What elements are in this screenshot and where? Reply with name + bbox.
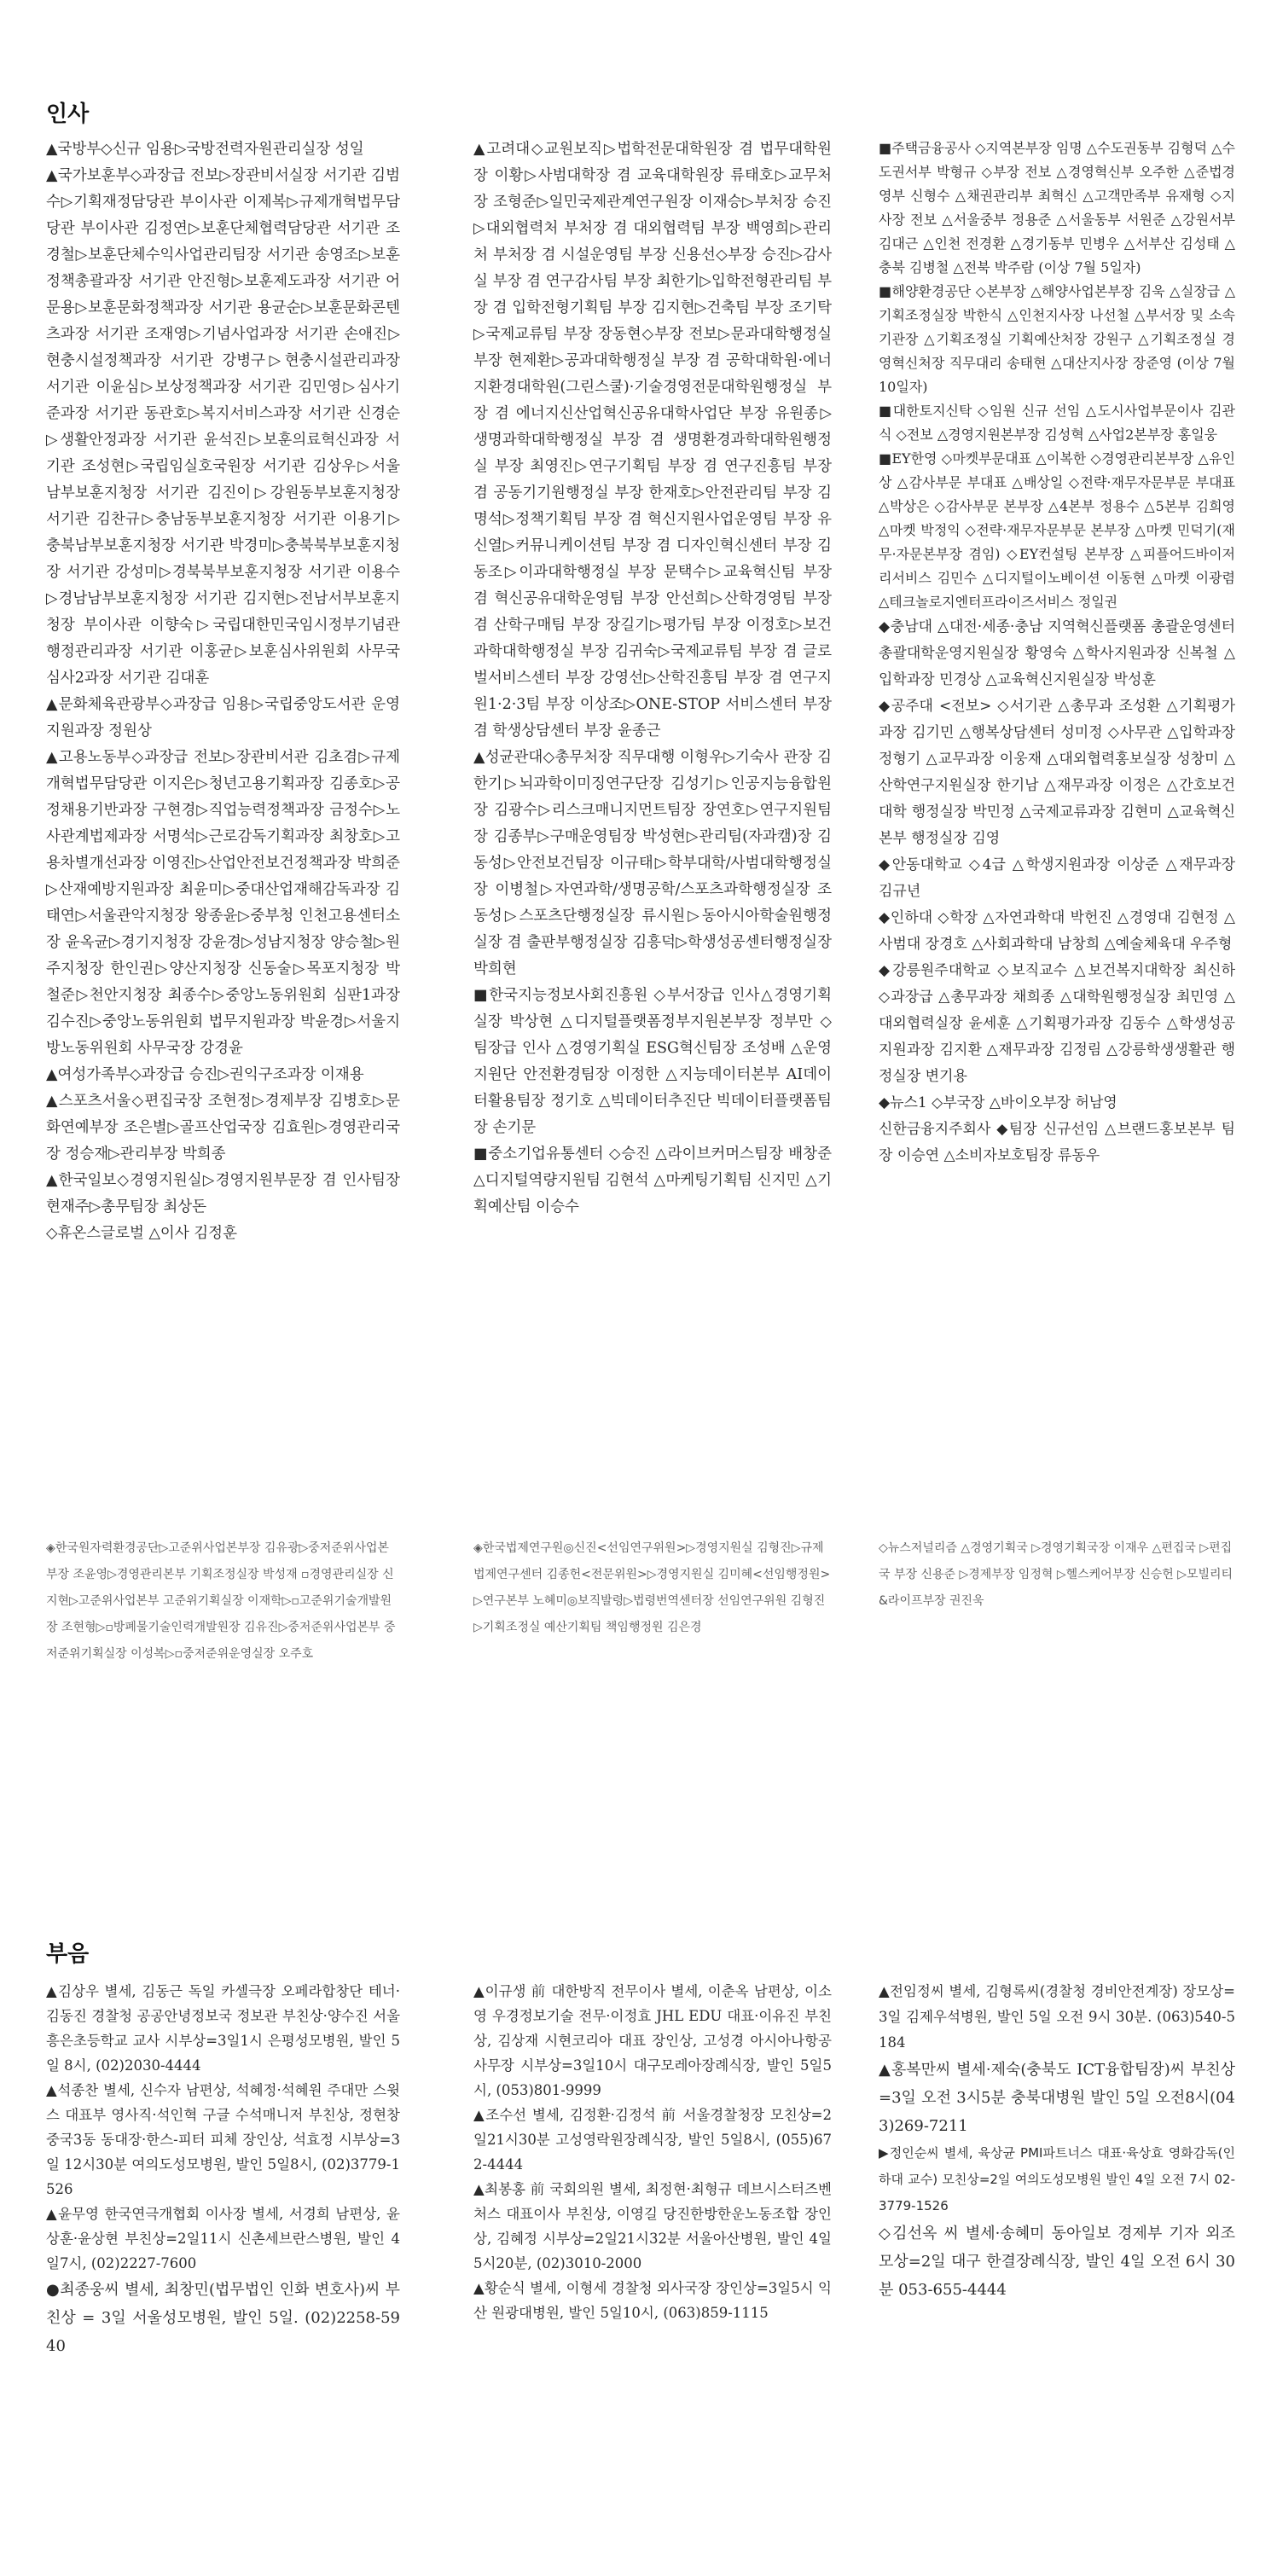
personnel-column-3: [879, 136, 1235, 1169]
personnel-entry: ◆인하대 ◇학장 △자연과학대 박헌진 △경영대 김현정 △사범대 장경호 △사회과학대 남창희 △예술체육대 우주형: [879, 909, 1235, 953]
obituary-entry: ▲최봉홍 前 국회의원 별세, 최정현·최형규 데브시스터즈벤처스 대표이사 부친상, 이영길 당진한방한운노동조합 장인상, 김혜정 시부상=2일21시32분 서울아산병원, 발인 4일5시20분, (02)3010-2000: [473, 2181, 832, 2271]
personnel-entry: 신한금융지주회사 ◆팀장 신규선임 △브랜드홍보본부 팀장 이승연 △소비자보호팀장 류동우: [879, 1121, 1235, 1164]
obituary-entry: ▶정인순씨 별세, 육상균 PMI파트너스 대표·육상효 영화감독(인하대 교수) 모친상=2일 여의도성모병원 발인 4일 오전 7시 02-3779-1526: [879, 2145, 1235, 2213]
personnel-entry: ▲국방부◇신규 임용▷국방전력자원관리실장 성일: [46, 141, 364, 158]
obituary-entry: ◇김선옥 씨 별세·송혜미 동아일보 경제부 기자 외조모상=2일 대구 한결장례식장, 발인 4일 오전 6시 30분 053-655-4444: [879, 2225, 1235, 2299]
personnel-entry: ■중소기업유통센터 ◇승진 △라이브커머스팀장 배창준 △디지털역량지원팀 김현석 △마케팅기획팀 신지민 △기획예산팀 이승수: [473, 1146, 832, 1215]
obituary-column-1: [46, 1979, 400, 2360]
personnel-entry: ◆공주대 <전보> ◇서기관 △총무과 조성환 △기획평가과장 김기민 △행복상담센터 성미정 ◇사무관 △입학과장 정형기 △교무과장 이웅재 △대외협력홍보실장 성창미 △산학연구지원실장 한기남 △재무과장 이정은 △간호보건대학 행정실장 박민정 △국제교류과장 김현미 △교육혁신본부 행정실장 김영: [879, 698, 1235, 847]
personnel-entry: ◆뉴스1 ◇부국장 △바이오부장 허남영: [879, 1094, 1117, 1111]
obituary-entry: ▲조수선 별세, 김정환·김정석 前 서울경찰청장 모친상=2일21시30분 고성영락원장례식장, 발인 5일8시, (055)672-4444: [473, 2107, 832, 2173]
obituary-entry: ▲황순식 별세, 이형세 경찰청 외사국장 장인상=3일5시 익산 원광대병원, 발인 5일10시, (063)859-1115: [473, 2280, 832, 2321]
personnel-entry: ▲성균관대◇총무처장 직무대행 이형우▷기숙사 관장 김한기▷뇌과학이미징연구단장 김성기▷인공지능융합원장 김광수▷리스크매니지먼트팀장 장연호▷연구지원팀장 김종부▷구매운영팀장 박성현▷관리팀(자과캠)장 김동성▷안전보건팀장 이규태▷학부대학/사범대학행정실장 이병철▷자연과학/생명공학/스포츠과학행정실장 조동성▷스포츠단행정실장 류시원▷동아시아학술원행정실장 겸 출판부행정실장 김흥덕▷학생성공센터행정실장 박희현: [473, 749, 832, 978]
personnel-small-column-1: [46, 1535, 400, 1668]
personnel-entry: ■주택금융공사 ◇지역본부장 임명 △수도권동부 김형덕 △수도권서부 박형규 ◇부장 전보 △경영혁신부 오주한 △준법경영부 신형수 △채권관리부 최혁신 △고객만족부 유재형 ◇지사장 전보 △서울중부 정용준 △서울동부 서원준 △강원서부 김대근 △인천 전경환 △경기동부 민병우 △서부산 김성태 △충북 김병철 △전북 박주람 (이상 7월 5일자): [879, 140, 1235, 276]
personnel-entry: ▲여성가족부◇과장급 승진▷권익구조과장 이재용: [46, 1066, 364, 1083]
personnel-entry: ◇휴온스글로벌 △이사 김정훈: [46, 1225, 237, 1242]
personnel-entry: ■EY한영 ◇마켓부문대표 △이복한 ◇경영관리본부장 △유인상 △감사부문 부대표 △배상일 ◇전략·재무자문부문 부대표 △박상은 ◇감사부문 본부장 △4본부 정용수 △5본부 김희영 △마켓 박정익 ◇전략·재무자문부문 본부장 △마켓 민덕기(재무·자문본부장 겸임) ◇EY컨설팅 본부장 △피플어드바이저리서비스 김민수 △디지털이노베이션 이동현 △마켓 이광렴 △테크놀로지엔터프라이즈서비스 정일권: [879, 450, 1235, 610]
obituary-entry: ▲석종찬 별세, 신수자 남편상, 석혜정·석혜원 주대만 스윗스 대표부 영사직·석인혁 구글 수석매니저 부친상, 정현창 중국3동 동대장·한스-피터 피체 장인상, 석효정 시부상=3일 12시30분 여의도성모병원, 발인 5일8시, (02)3779-1526: [46, 2082, 400, 2197]
personnel-entry: ▲한국일보◇경영지원실▷경영지원부문장 겸 인사팀장 현재주▷총무팀장 최상돈: [46, 1172, 400, 1215]
obituary-entry: ▲전임정씨 별세, 김형록씨(경찰청 경비안전계장) 장모상=3일 김제우석병원, 발인 5일 오전 9시 30분. (063)540-5184: [879, 1983, 1235, 2051]
personnel-entry: ◆강릉원주대학교 ◇보직교수 △보건복지대학장 최신하 ◇과장급 △총무과장 채희종 △대학원행정실장 최민영 △대외협력실장 윤세훈 △기획평가과장 김동수 △학생성공지원과장 김지환 △재무과장 김정림 △강릉학생생활관 행정실장 변기용: [879, 962, 1235, 1085]
personnel-entry: ■한국지능정보사회진흥원 ◇부서장급 인사△경영기획실장 박상현 △디지털플랫폼정부지원본부장 정부만 ◇팀장급 인사 △경영기획실 ESG혁신팀장 조성배 △운영지원단 안전환경팀장 이정한 △지능데이터본부 AI데이터활용팀장 정기호 △빅데이터추진단 빅데이터플랫폼팀장 손기문: [473, 987, 832, 1136]
personnel-column-1: [46, 136, 400, 1247]
obituary-entry: ▲이규생 前 대한방직 전무이사 별세, 이춘옥 남편상, 이소영 우경정보기술 전무·이정효 JHL EDU 대표·이유진 부친상, 김상재 시현코리아 대표 장인상, 고성경 아시아나항공 사무장 시부상=3일10시 대구모레아장례식장, 발인 5일5시, (053)801-9999: [473, 1983, 832, 2098]
obituary-entry: ▲홍복만씨 별세·제숙(충북도 ICT융합팀장)씨 부친상=3일 오전 3시5분 충북대병원 발인 5일 오전8시(043)269-7211: [879, 2061, 1235, 2135]
personnel-entry: ▲고려대◇교원보직▷법학전문대학원장 겸 법무대학원장 이황▷사범대학장 겸 교육대학원장 류태호▷교무처장 조형준▷일민국제관계연구원장 이재승▷부처장 승진▷대외협력처 부처장 겸 대외협력팀 부장 백영희▷관리처 부처장 겸 시설운영팀 부장 신용선◇부장 승진▷감사실 부장 겸 연구감사팀 부장 최한기▷입학전형관리팀 부장 겸 입학전형기획팀 부장 김지현▷건축팀 부장 조기탁▷국제교류팀 부장 장동현◇부장 전보▷문과대학행정실 부장 현제환▷공과대학행정실 부장 겸 공학대학원·에너지환경대학원(그린스쿨)·기술경영전문대학원행정실 부장 겸 에너지신산업혁신공유대학사업단 부장 유원종▷생명과학대학행정실 부장 겸 생명환경과학대학원행정실 부장 최영진▷연구기획팀 부장 겸 연구진흥팀 부장 겸 공동기기원행정실 부장 한재호▷안전관리팀 부장 김명석▷정책기획팀 부장 겸 혁신지원사업운영팀 부장 유신열▷커뮤니케이션팀 부장 겸 디자인혁신센터 부장 김동조▷이과대학행정실 부장 문택수▷교육혁신팀 부장 겸 혁신공유대학운영팀 부장 안선희▷산학경영팀 부장 겸 산학구매팀 부장 장길기▷평가팀 부장 이정호▷보건과학대학행정실 부장 김귀숙▷국제교류팀 부장 겸 글로벌서비스센터 부장 강영선▷산학진흥팀 부장 겸 연구지원1·2·3팀 부장 이상조▷ONE-STOP 서비스센터 부장 겸 학생상담센터 부장 윤종근: [473, 141, 832, 740]
personnel-small-column-2: [473, 1535, 832, 1641]
personnel-entry: ◆안동대학교 ◇4급 △학생지원과장 이상준 △재무과장 김규년: [879, 856, 1235, 900]
personnel-small-entry: ◈한국원자력환경공단▷고준위사업본부장 김유광▷중저준위사업본부장 조윤영▷경영관리본부 기획조정실장 박성재 ▫경영관리실장 신지현▷고준위사업본부 고준위기획실장 이재학▷▫고준위기술개발원장 조현형▷▫방폐물기술인력개발원장 김유진▷중저준위사업본부 중저준위기획실장 이성복▷▫중저준위운영실장 오주호: [46, 1541, 396, 1661]
personnel-column-2: [473, 136, 832, 1221]
personnel-small-entry: ◈한국법제연구원◎신진<선임연구위원>▷경영지원실 김형진▷규제법제연구센터 김종헌<전문위원>▷경영지원실 김미혜<선임행정원>▷연구본부 노혜미◎보직발령▷법령번역센터장 선임연구위원 김형진▷기획조정실 예산기획팀 책임행정원 김은경: [473, 1541, 831, 1634]
obituary-column-2: [473, 1979, 832, 2325]
personnel-entry: ◆충남대 △대전·세종·충남 지역혁신플랫폼 총괄운영센터 총괄대학운영지원실장 황영숙 △학사지원과장 신복철 △입학과장 민경상 △교육혁신지원실장 박성훈: [879, 618, 1235, 688]
personnel-entry: ▲국가보훈부◇과장급 전보▷장관비서실장 서기관 김범수▷기획재정담당관 부이사관 이제복▷규제개혁법무담당관 부이사관 김정연▷보훈단체협력담당관 서기관 조경철▷보훈단체수익사업관리팀장 서기관 송영조▷보훈정책총괄과장 서기관 안진형▷보훈제도과장 서기관 어문용▷보훈문화정책과장 서기관 용균순▷보훈문화콘텐츠과장 서기관 조재영▷기념사업과장 서기관 손애진▷현충시설정책과장 서기관 강병구▷현충시설관리과장 서기관 이윤심▷보상정책과장 서기관 김민영▷심사기준과장 서기관 동관호▷복지서비스과장 서기관 신경순▷생활안정과장 서기관 윤석진▷보훈의료혁신과장 서기관 조성현▷국립임실호국원장 서기관 김상우▷서울남부보훈지청장 서기관 김진이▷강원동부보훈지청장 서기관 김찬규▷충남동부보훈지청장 서기관 이용기▷충북남부보훈지청장 서기관 박경미▷충북북부보훈지청장 서기관 강성미▷경북북부보훈지청장 서기관 이용수▷경남남부보훈지청장 서기관 김지현▷전남서부보훈지청장 부이사관 이향숙▷국립대한민국임시정부기념관 행정관리과장 서기관 이홍균▷보훈심사위원회 사무국 심사2과장 서기관 김대훈: [46, 167, 400, 687]
personnel-small-column-3: [879, 1535, 1235, 1615]
personnel-entry: ■대한토지신탁 ◇임원 신규 선임 △도시사업부문이사 김관식 ◇전보 △경영지원본부장 김성혁 △사업2본부장 홍일웅: [879, 403, 1235, 443]
personnel-entry: ▲문화체육관광부◇과장급 임용▷국립중앙도서관 운영지원과장 정원상: [46, 696, 400, 740]
obituary-entry: ●최종웅씨 별세, 최창민(법무법인 인화 변호사)씨 부친상 = 3일 서울성모병원, 발인 5일. (02)2258-5940: [46, 2281, 400, 2355]
personnel-entry: ■해양환경공단 ◇본부장 △해양사업본부장 김욱 △실장급 △기획조정실장 박한식 △인천지사장 나선철 △부서장 및 소속기관장 △기획조정실 기획예산처장 강원구 △기획조정실 경영혁신처장 직무대리 송태현 △대산지사장 장준영 (이상 7월 10일자): [879, 283, 1235, 395]
personnel-entry: ▲스포츠서울◇편집국장 조현정▷경제부장 김병호▷문화연예부장 조은별▷골프산업국장 김효원▷경영관리국장 정승재▷관리부장 박희종: [46, 1093, 400, 1163]
personnel-entry: ▲고용노동부◇과장급 전보▷장관비서관 김초겸▷규제개혁법무담당관 이지은▷청년고용기획과장 김종호▷공정채용기반과장 구현경▷직업능력정책과장 금정수▷노사관계법제과장 서명석▷근로감독기획과장 최창호▷고용차별개선과장 이영진▷산업안전보건정책과장 박희준▷산재예방지원과장 최윤미▷중대산업재해감독과장 김태연▷서울관악지청장 왕종윤▷중부청 인천고용센터소장 윤옥균▷경기지청장 강윤경▷성남지청장 양승철▷원주지청장 한인권▷양산지청장 신동술▷목포지청장 박철준▷천안지청장 최종수▷중앙노동위원회 심판1과장 김수진▷중앙노동위원회 법무지원과장 박윤경▷서울지방노동위원회 사무국장 강경윤: [46, 749, 400, 1057]
personnel-small-entry: ◇뉴스저널리즘 △경영기획국 ▷경영기획국장 이재우 △편집국 ▷편집국 부장 신용준 ▷경제부장 임정혁 ▷헬스케어부장 신승헌 ▷모빌리티&라이프부장 권진욱: [879, 1541, 1233, 1608]
obituary-entry: ▲김상우 별세, 김동근 독일 카셀극장 오페라합창단 테너·김동진 경찰청 공공안녕정보국 정보관 부친상·양수진 서울 흥은초등학교 교사 시부상=3일1시 은평성모병원, 발인 5일 8시, (02)2030-4444: [46, 1983, 400, 2074]
obituary-column-3: [879, 1979, 1235, 2304]
obituary-section-title: 부음: [46, 1941, 90, 1967]
personnel-section-title: 인사: [46, 102, 90, 127]
obituary-entry: ▲윤무영 한국연극개협회 이사장 별세, 서경희 남편상, 윤상훈·윤상현 부친상=2일11시 신촌세브란스병원, 발인 4일7시, (02)2227-7600: [46, 2206, 400, 2271]
